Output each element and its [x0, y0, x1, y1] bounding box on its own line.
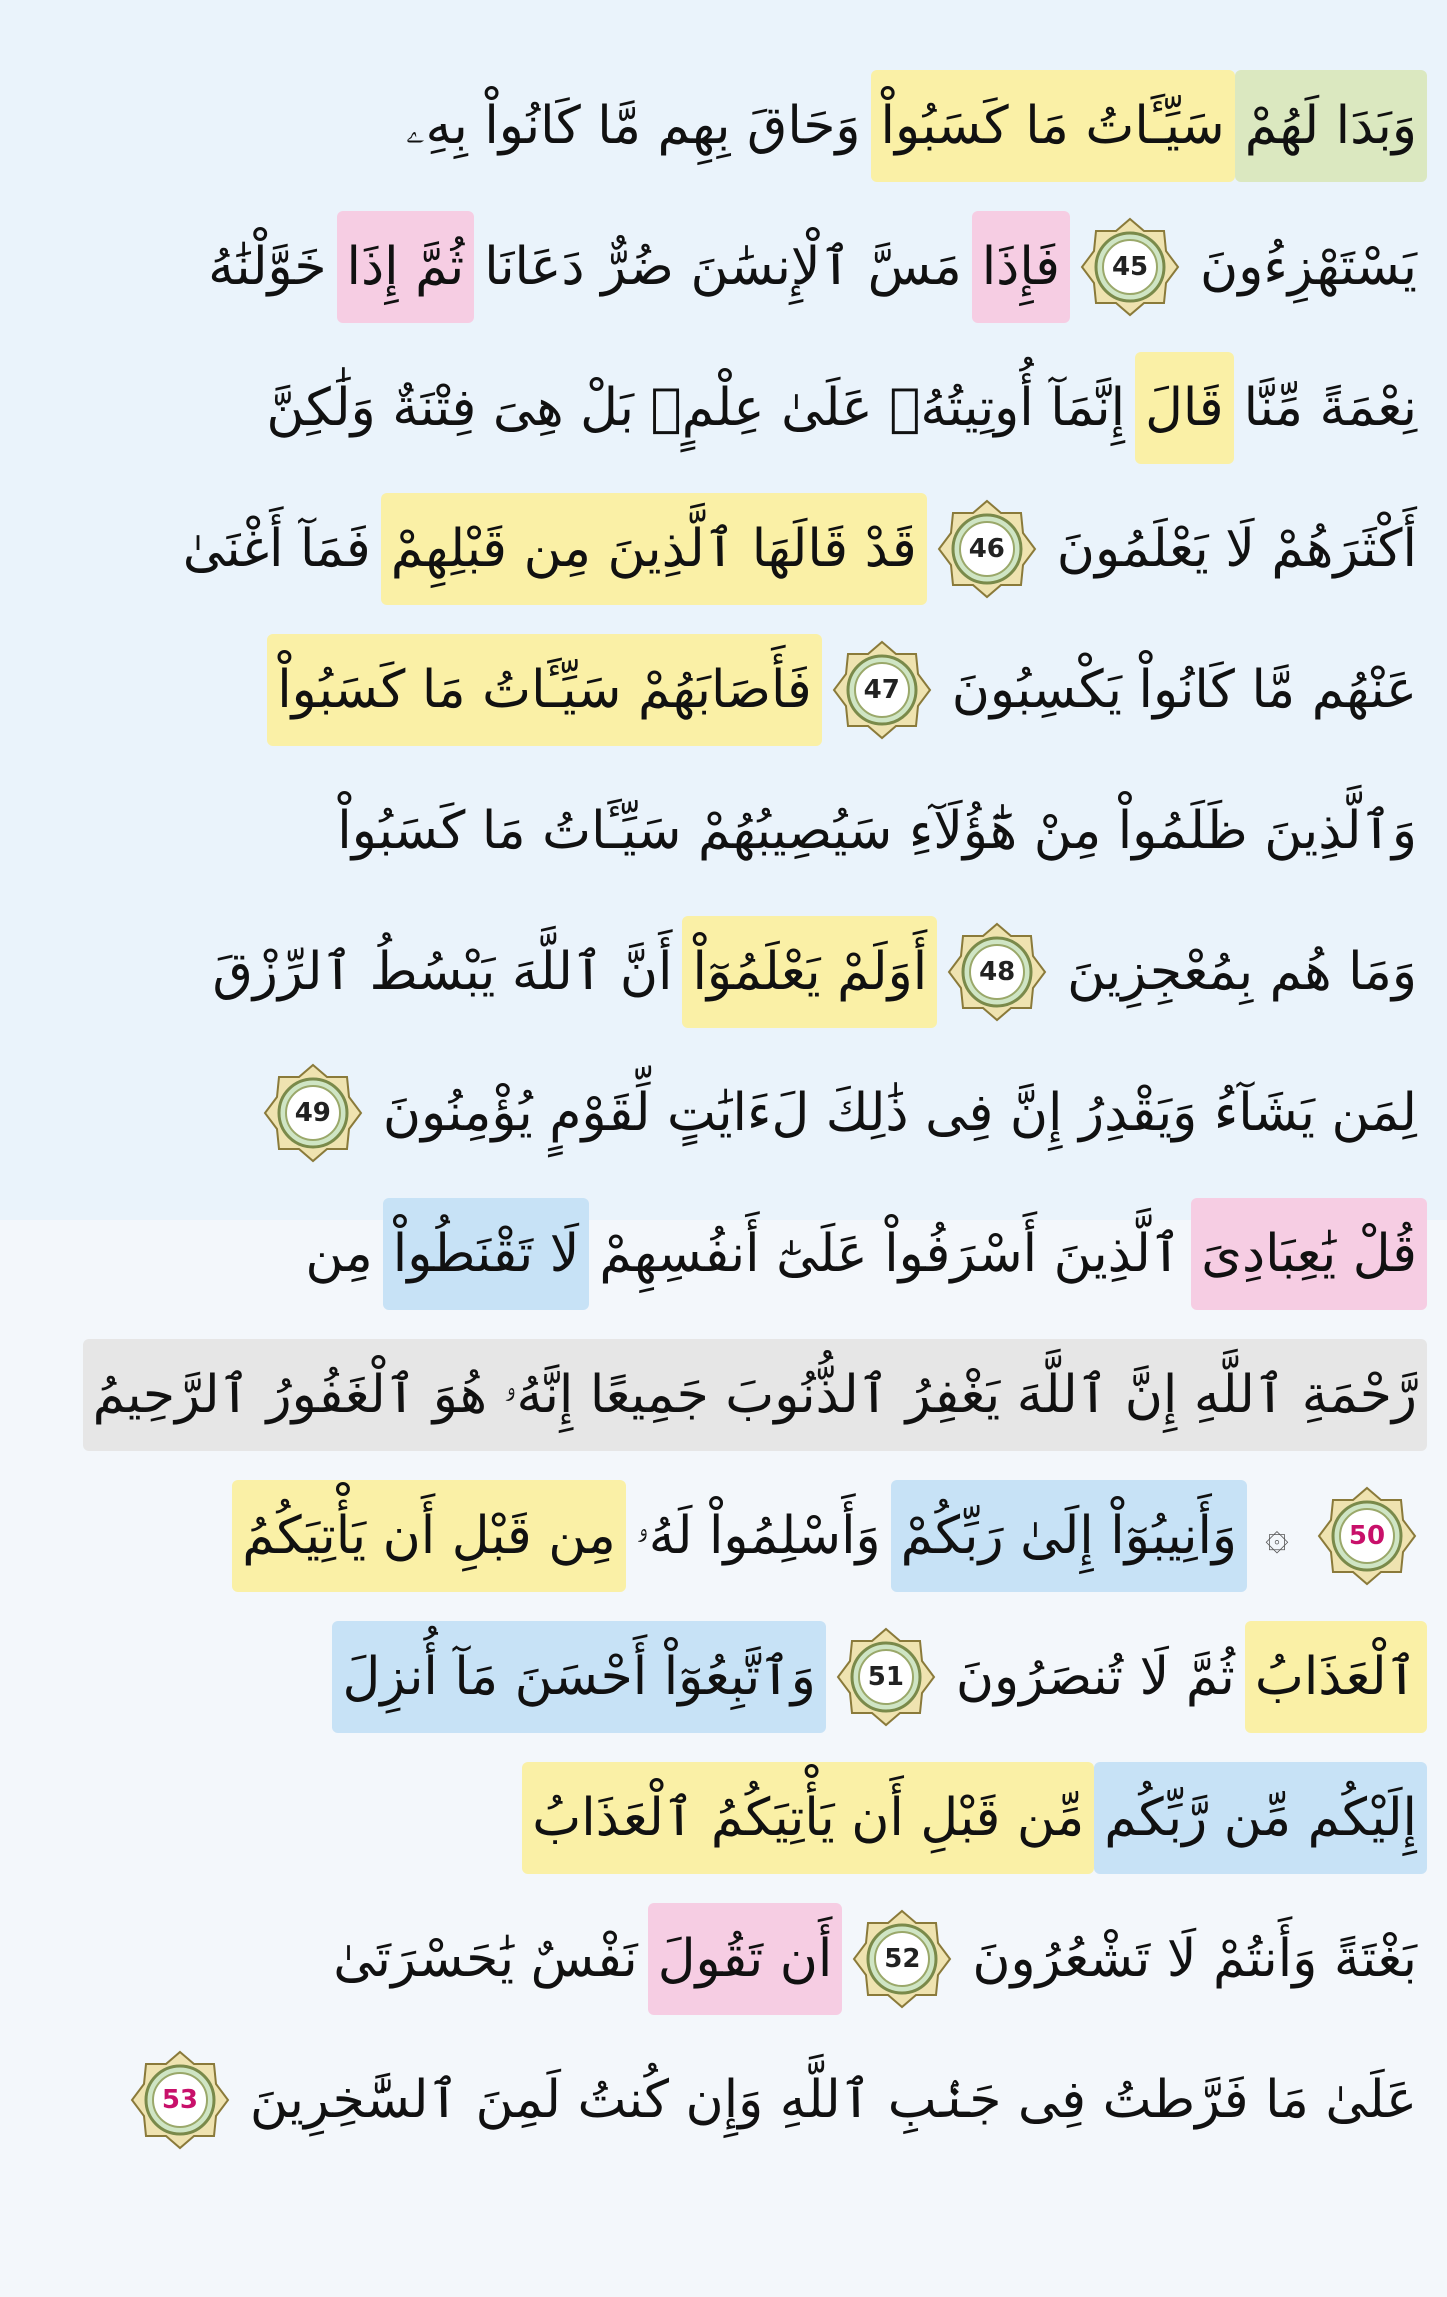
highlighted-phrase: وَٱتَّبِعُوٓاْ أَحْسَنَ مَآ أُنزِلَ [332, 1621, 825, 1733]
verse-text: ٱلَّذِينَ أَسْرَفُواْ عَلَىٰٓ أَنفُسِهِمْ [599, 1224, 1182, 1284]
verse-line [20, 1331, 1427, 1459]
highlighted-phrase: لَا تَقْنَطُواْ [383, 1198, 590, 1310]
ayah-number: 50 [1348, 1521, 1386, 1551]
verse-text: يَسْتَهْزِءُونَ [1200, 237, 1417, 297]
verse-text: وَٱلَّذِينَ ظَلَمُواْ مِنْ هَٰٓؤُلَآءِ سَيُصِيبُهُمْ سَيِّـَٔاتُ مَا كَسَبُواْ [337, 801, 1417, 861]
highlighted-phrase: قُلْ يَٰعِبَادِىَ [1191, 1198, 1427, 1310]
verse-text: أَنَّ ٱللَّهَ يَبْسُطُ ٱلرِّزْقَ [212, 942, 673, 1002]
verse-text: ثُمَّ لَا تُنصَرُونَ [955, 1647, 1235, 1707]
verse-text: نِعْمَةً مِّنَّا [1243, 378, 1417, 438]
verse-line [20, 485, 1427, 613]
verse-line [20, 626, 1427, 754]
ayah-number-marker [937, 499, 1037, 599]
verse-text: وَأَسْلِمُواْ لَهُۥ [635, 1505, 881, 1566]
verse-text: عَلَىٰ مَا فَرَّطتُ فِى جَنۢبِ ٱللَّهِ وَإِن كُنتُ لَمِنَ ٱلسَّٰخِرِينَ [249, 2070, 1417, 2130]
highlighted-phrase: سَيِّـَٔاتُ مَا كَسَبُواْ [871, 70, 1235, 182]
ayah-number-marker [852, 1909, 952, 2009]
verse-line [20, 767, 1427, 895]
ayah-number: 48 [979, 957, 1016, 987]
highlighted-phrase: أَن تَقُولَ [648, 1903, 843, 2015]
highlighted-phrase: أَوَلَمْ يَعْلَمُوٓاْ [682, 916, 937, 1028]
highlighted-phrase: قَالَ [1135, 352, 1233, 464]
highlighted-phrase: فَإِذَا [972, 211, 1070, 323]
verse-text: فَمَآ أَغْنَىٰ [182, 519, 371, 579]
ayah-number: 49 [294, 1098, 331, 1128]
ayah-number: 45 [1111, 252, 1149, 282]
verse-text: مَسَّ ٱلْإِنسَٰنَ ضُرٌّ دَعَانَا [484, 237, 962, 297]
verse-line [20, 344, 1427, 472]
verse-text: وَمَا هُم بِمُعْجِزِينَ [1067, 942, 1417, 1002]
verse-text: وَحَاقَ بِهِم مَّا كَانُواْ بِهِۦ [405, 95, 861, 156]
verse-text: مِن [305, 1224, 373, 1284]
verse-text: عَنْهُم مَّا كَانُواْ يَكْسِبُونَ [951, 660, 1417, 720]
ayah-number: 52 [884, 1944, 921, 1974]
ayah-number-marker [832, 640, 932, 740]
ayah-number: 53 [161, 2085, 198, 2115]
highlighted-phrase: ٱلْعَذَابُ [1245, 1621, 1427, 1733]
highlighted-phrase: وَأَنِيبُوٓاْ إِلَىٰ رَبِّكُمْ [891, 1480, 1247, 1592]
rub-el-hizb-icon: ۞ [1265, 1513, 1289, 1559]
highlighted-phrase: مِّن قَبْلِ أَن يَأْتِيَكُمُ ٱلْعَذَابُ [522, 1762, 1094, 1874]
highlighted-phrase: ثُمَّ إِذَا [337, 211, 475, 323]
verse-text: خَوَّلْنَٰهُ [208, 237, 327, 297]
ayah-number: 46 [968, 534, 1005, 564]
verse-line [20, 1895, 1427, 2023]
verse-text: بَغْتَةً وَأَنتُمْ لَا تَشْعُرُونَ [972, 1929, 1417, 1989]
verse-line [20, 203, 1427, 331]
verse-text: نَفْسٌ يَٰحَسْرَتَىٰ [333, 1929, 638, 1989]
verse-text: أَكْثَرَهُمْ لَا يَعْلَمُونَ [1056, 519, 1417, 579]
highlighted-phrase: فَأَصَابَهُمْ سَيِّـَٔاتُ مَا كَسَبُواْ [267, 634, 821, 746]
highlighted-phrase: قَدْ قَالَهَا ٱلَّذِينَ مِن قَبْلِهِمْ [381, 493, 927, 605]
verse-line [20, 1049, 1427, 1177]
verse-line [20, 2036, 1427, 2164]
verse-line [20, 1754, 1427, 1882]
verse-line [20, 62, 1427, 190]
verse-text: لِمَن يَشَآءُ وَيَقْدِرُ إِنَّ فِى ذَٰلِكَ لَءَايَٰتٍ لِّقَوْمٍ يُؤْمِنُونَ [382, 1083, 1417, 1143]
verse-line [20, 1472, 1427, 1600]
ayah-number-marker [263, 1063, 363, 1163]
highlighted-phrase: مِن قَبْلِ أَن يَأْتِيَكُمُ [232, 1480, 625, 1592]
ayah-number-marker [1080, 217, 1180, 317]
ayah-number-marker [947, 922, 1047, 1022]
ayah-number: 51 [867, 1662, 904, 1692]
verse-line [20, 908, 1427, 1036]
verse-line [20, 1190, 1427, 1318]
highlighted-phrase: إِلَيْكُم مِّن رَّبِّكُم [1094, 1762, 1427, 1874]
ayah-number-marker [1317, 1486, 1417, 1586]
ayah-number-marker [836, 1627, 936, 1727]
verse-text: إِنَّمَآ أُوتِيتُهُۥ عَلَىٰ عِلْمٍۭ بَلْ هِىَ فِتْنَةٌ وَلَٰكِنَّ [266, 378, 1126, 438]
verse-line [20, 1613, 1427, 1741]
highlighted-phrase: رَّحْمَةِ ٱللَّهِ إِنَّ ٱللَّهَ يَغْفِرُ ٱلذُّنُوبَ جَمِيعًا إِنَّهُۥ هُوَ ٱلْغَفُورُ ٱلرَّحِيمُ [83, 1339, 1427, 1451]
highlighted-phrase: وَبَدَا لَهُمْ [1235, 70, 1427, 182]
ayah-number: 47 [863, 675, 900, 705]
ayah-number-marker [130, 2050, 230, 2150]
